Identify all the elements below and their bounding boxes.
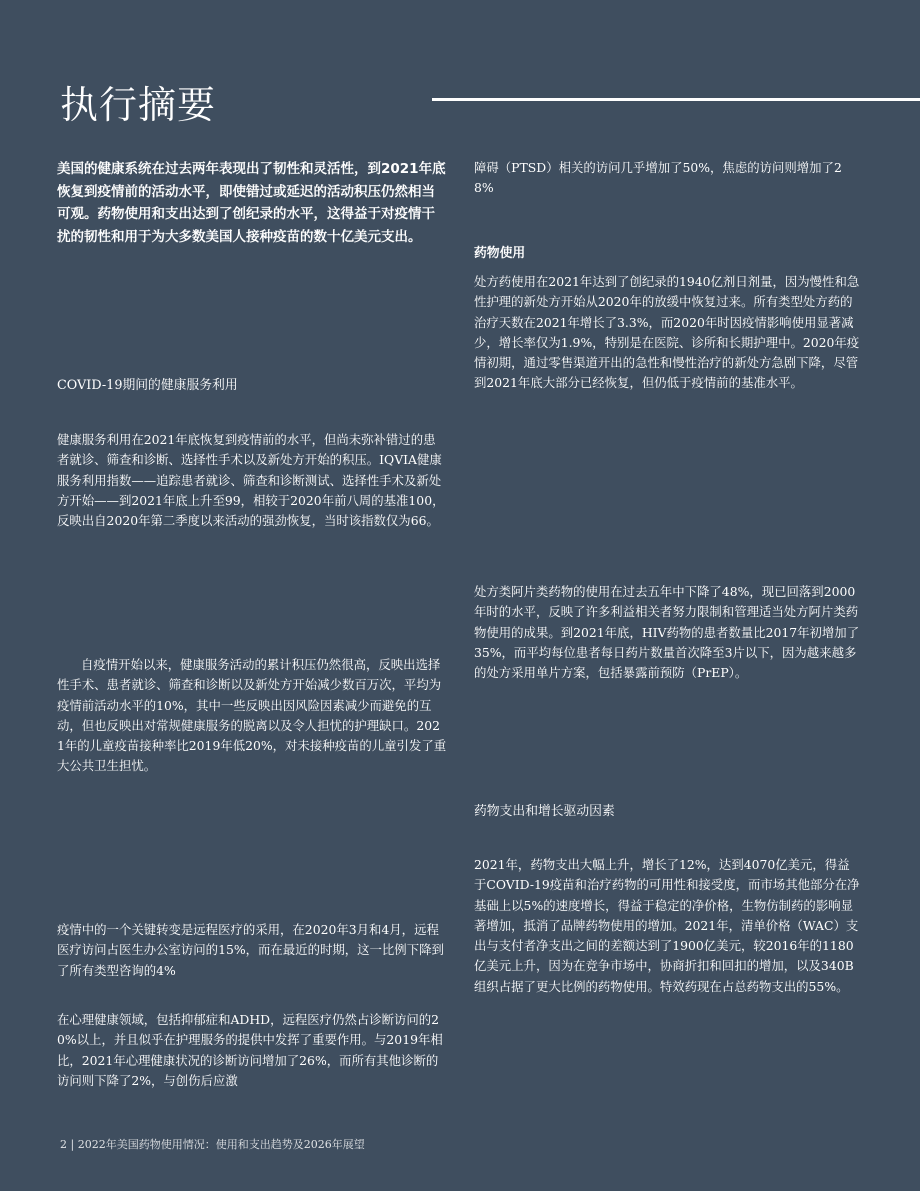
title-divider (432, 98, 920, 101)
paragraph-block-3 (57, 920, 447, 981)
section-heading-health-services (57, 376, 447, 396)
paragraph-block-7 (474, 855, 860, 997)
paragraph-block-6 (474, 582, 860, 683)
paragraph: 健康服务利用在2021年底恢复到疫情前的水平，但尚未弥补错过的患者就诊、筛查和诊断、选择性手术以及新处方开始的积压。IQVIA健康服务利用指数——追踪患者就诊、筛查和诊断测试、选择性手术及新处方开始——到2021年底上升至99，相较于2020年前八周的基准100，反映出自2020年第二季度以来活动的强劲恢复，当时该指数仅为66。 (57, 432, 445, 529)
paragraph: 自疫情开始以来，健康服务活动的累计积压仍然很高，反映出选择性手术、患者就诊、筛查和诊断以及新处方开始减少数百万次，平均为疫情前活动水平的10%，其中一些反映出因风险因素减少而避免的互动，但也反映出对常规健康服务的脱离以及令人担忧的护理缺口。2021年的儿童疫苗接种率比2019年低20%，对未接种疫苗的儿童引发了重大公共卫生担忧。 (57, 657, 447, 774)
paragraph: 在心理健康领域，包括抑郁症和ADHD，远程医疗仍然占诊断访问的20%以上，并且似乎在护理服务的提供中发挥了重要作用。与2019年相比，2021年心理健康状况的诊断访问增加了26%，而所有其他诊断的访问则下降了2%，与创伤后应激 (57, 1012, 443, 1088)
footer-separator: | (70, 1138, 75, 1151)
paragraph-block-5 (474, 272, 860, 394)
footer-title: 2022年美国药物使用情况：使用和支出趋势及2026年展望 (77, 1138, 365, 1151)
paragraph-block-2 (57, 655, 447, 777)
paragraph-block-continued (474, 158, 860, 199)
section-heading: 药物使用 (474, 246, 526, 261)
paragraph: 疫情中的一个关键转变是远程医疗的采用，在2020年3月和4月，远程医疗访问占医生办公室访问的15%，而在最近的时期，这一比例下降到了所有类型咨询的4% (57, 922, 444, 978)
lead-paragraph: 美国的健康系统在过去两年表现出了韧性和灵活性，到2021年底恢复到疫情前的活动水平，即使错过或延迟的活动积压仍然相当可观。药物使用和支出达到了创纪录的水平，这得益于对疫情干扰的韧性和用于为大多数美国人接种疫苗的数十亿美元支出。 (57, 161, 446, 245)
page-footer (60, 1137, 365, 1153)
paragraph-block-1 (57, 430, 447, 531)
paragraph: 处方药使用在2021年达到了创纪录的1940亿剂日剂量，因为慢性和急性护理的新处方开始从2020年的放缓中恢复过来。所有类型处方药的治疗天数在2021年增长了3.3%，而2020年时因疫情影响使用显著减少，增长率仅为1.9%，特别是在医院、诊所和长期护理中。2020年疫情初期，通过零售渠道开出的急性和慢性治疗的新处方急剧下降，尽管到2021年底大部分已经恢复，但仍低于疫情前的基准水平。 (474, 274, 860, 391)
page-number: 2 (60, 1138, 67, 1151)
lead-paragraph-block (57, 158, 447, 248)
page-title: 执行摘要 (60, 83, 217, 127)
section-heading: 药物支出和增长驱动因素 (474, 804, 615, 819)
section-heading-drug-use (474, 242, 860, 261)
paragraph: 2021年，药物支出大幅上升，增长了12%，达到4070亿美元，得益于COVID-19疫苗和治疗药物的可用性和接受度，而市场其他部分在净基础上以5%的速度增长，得益于稳定的净价格，生物仿制药的影响显著增加，抵消了品牌药物使用的增加。2021年，清单价格（WAC）支出与支付者净支出之间的差额达到了1900亿美元，较2016年的1180亿美元上升，因为在竞争市场中，协商折扣和回扣的增加，以及340B组织占据了更大比例的药物使用。特效药现在占总药物支出的55%。 (474, 857, 860, 994)
section-heading: COVID-19期间的健康服务利用 (57, 378, 238, 393)
paragraph: 处方类阿片类药物的使用在过去五年中下降了48%，现已回落到2000年时的水平，反映了许多利益相关者努力限制和管理适当处方阿片类药物使用的成果。到2021年底，HIV药物的患者数量比2017年初增加了35%，而平均每位患者每日药片数量首次降至3片以下，因为越来越多的处方采用单片方案，包括暴露前预防（PrEP）。 (474, 584, 860, 681)
paragraph-block-4 (57, 1010, 447, 1091)
paragraph: 障碍（PTSD）相关的访问几乎增加了50%，焦虑的访问则增加了28% (474, 160, 842, 196)
section-heading-drug-spending (474, 802, 860, 822)
